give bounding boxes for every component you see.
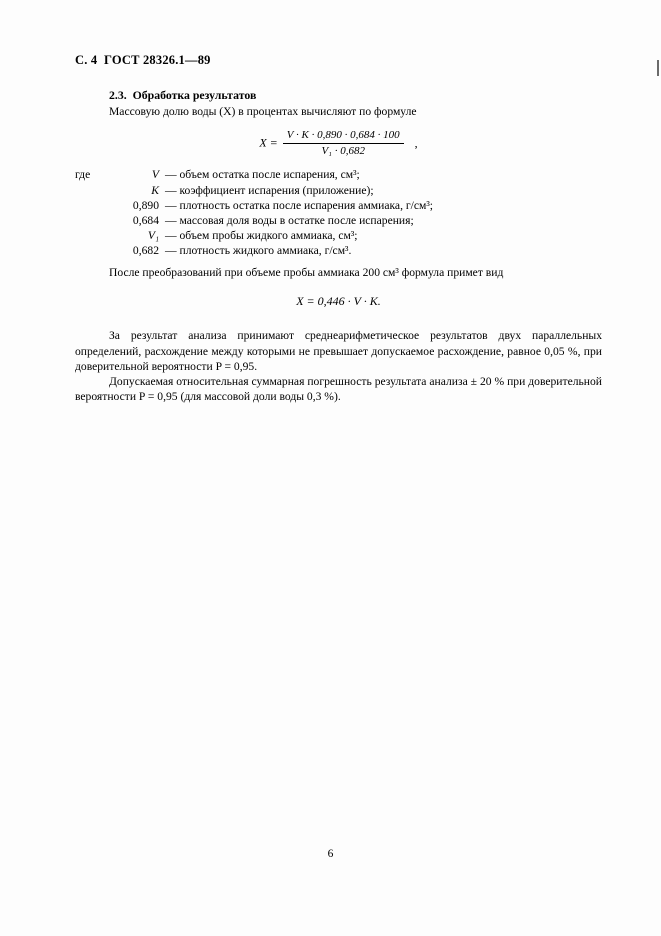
formula-main-lhs: X = [259,135,278,150]
result-averaging-paragraph: За результат анализа принимают среднеарифметическое результатов двух параллельных определений, расхождение между которыми не превышает допускаемое расхождение, равное 0,05 %, при доверительной вероятности P = 0,95. [75,329,602,373]
section-heading: 2.3. Обработка результатов [109,88,257,102]
definition-description [165,243,602,258]
definition-row [75,243,602,258]
definition-lead-spacer [75,243,101,258]
definition-term: V₁ [147,228,159,242]
formula-main-expression [259,129,417,158]
definition-row [75,167,602,182]
running-header: С. 4 ГОСТ 28326.1—89 [75,53,211,67]
definition-text: объем пробы жидкого аммиака, см³; [179,228,358,242]
definition-text: плотность жидкого аммиака, г/см³. [179,243,352,257]
definition-text: массовая доля воды в остатке после испарения; [179,213,414,227]
definition-description [165,167,602,182]
definition-row [75,228,602,243]
definition-term: 0,684 [132,213,159,227]
definition-term: K [151,183,159,197]
definition-term: 0,682 [132,243,159,257]
transformation-paragraph: После преобразований при объеме пробы аммиака 200 см³ формула примет вид [109,265,504,279]
spacer [75,315,602,328]
definition-text: объем остатка после испарения, см³; [179,168,360,182]
definition-lead-spacer [75,198,101,213]
scan-edge-artifact [657,60,659,76]
definition-lead-spacer [75,228,101,243]
page-number: 6 [327,848,334,860]
formula-main [75,129,602,158]
definition-separator: — [165,198,177,212]
page-content [75,88,602,404]
definition-lead-spacer [75,183,101,198]
error-tolerance-paragraph: Допускаемая относительная суммарная погрешность результата анализа ± 20 % при доверительной вероятности P = 0,95 (для массовой доли воды 0,3 %). [75,374,602,404]
definition-lead-word: где [75,168,91,182]
definition-lead-spacer [75,213,101,228]
formula-simplified: X = 0,446 · V · K. [296,294,381,309]
formula-main-fraction [283,129,404,158]
definition-text: коэффициент испарения (приложение); [179,183,374,197]
definition-description [165,228,602,243]
definition-row [75,198,602,213]
definition-row [75,213,602,228]
definition-separator: — [165,213,177,227]
definition-description [165,213,602,228]
variable-definition-list [75,167,602,258]
definition-separator: — [165,183,177,197]
formula-main-numerator: V · K · 0,890 · 0,684 · 100 [283,129,404,144]
definition-description [165,198,602,213]
spacer [75,258,602,265]
definition-separator: — [165,243,177,257]
definition-description [165,183,602,198]
definition-separator: — [165,168,177,182]
formula-main-denominator: V₁ · 0,682 [321,145,365,158]
definition-separator: — [165,228,177,242]
formula-main-punctuation: , [414,136,418,151]
definition-row [75,183,602,198]
definition-text: плотность остатка после испарения аммиака, г/см³; [179,198,434,212]
definition-term: 0,890 [132,198,159,212]
definition-term: V [151,168,159,182]
section-intro-paragraph: Массовую долю воды (X) в процентах вычисляют по формуле [109,105,417,119]
